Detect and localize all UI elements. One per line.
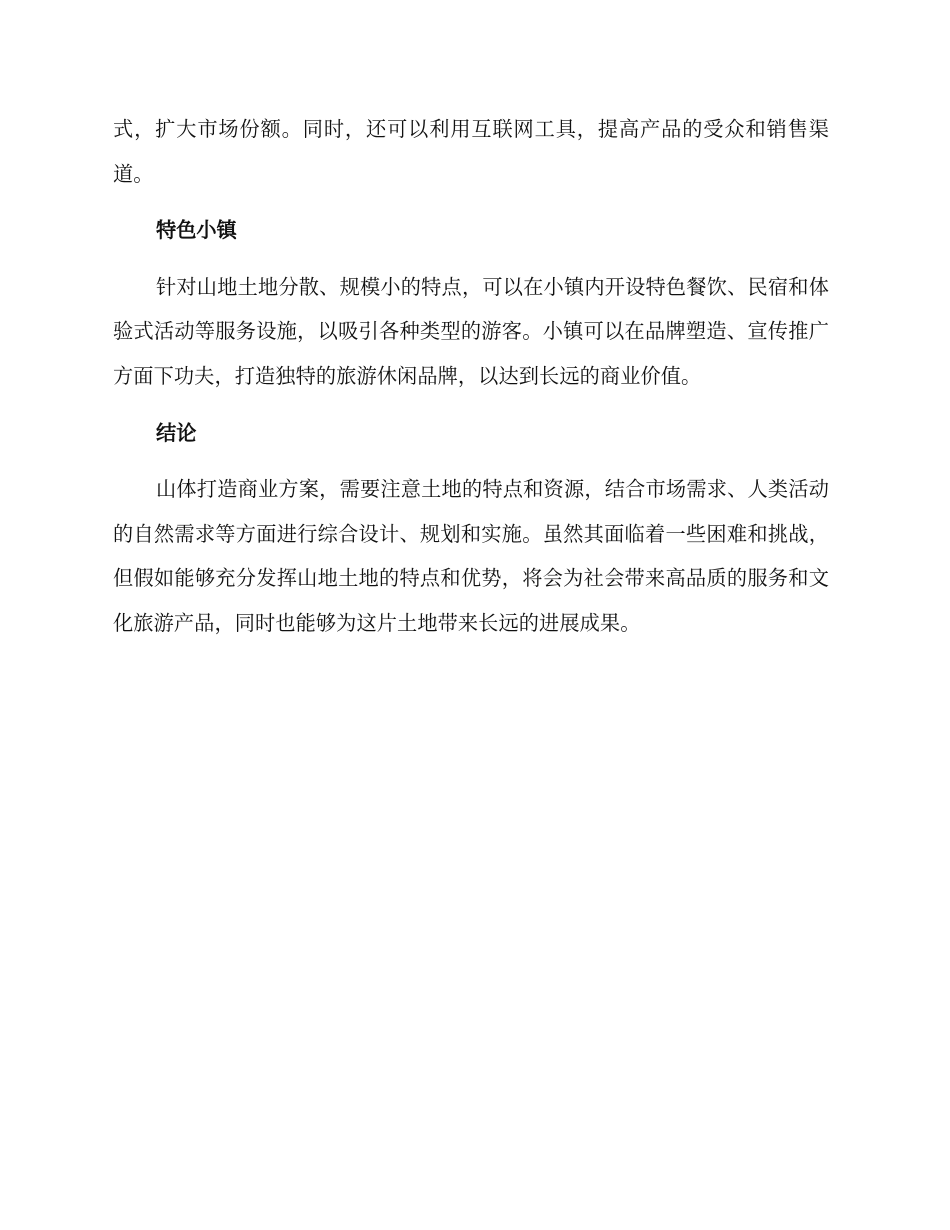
document-body	[113, 107, 829, 646]
spacer	[113, 253, 829, 265]
spacer	[113, 455, 829, 467]
conclusion-paragraph: 山体打造商业方案，需要注意土地的特点和资源，结合市场需求、人类活动的自然需求等方面进行综合设计、规划和实施。虽然其面临着一些困难和挑战，但假如能够充分发挥山地土地的特点和优势，将会为社会带来高品质的服务和文化旅游产品，同时也能够为这片土地带来长远的进展成果。	[113, 477, 829, 635]
spacer	[113, 196, 829, 208]
town-paragraph: 针对山地土地分散、规模小的特点，可以在小镇内开设特色餐饮、民宿和体验式活动等服务设施，以吸引各种类型的游客。小镇可以在品牌塑造、宣传推广方面下功夫，打造独特的旅游休闲品牌，以达到长远的商业价值。	[113, 274, 829, 388]
section-heading-conclusion: 结论	[156, 420, 197, 445]
intro-paragraph: 式，扩大市场份额。同时，还可以利用互联网工具，提高产品的受众和销售渠道。	[113, 117, 829, 186]
section-heading-town: 特色小镇	[156, 218, 237, 243]
spacer	[113, 399, 829, 411]
